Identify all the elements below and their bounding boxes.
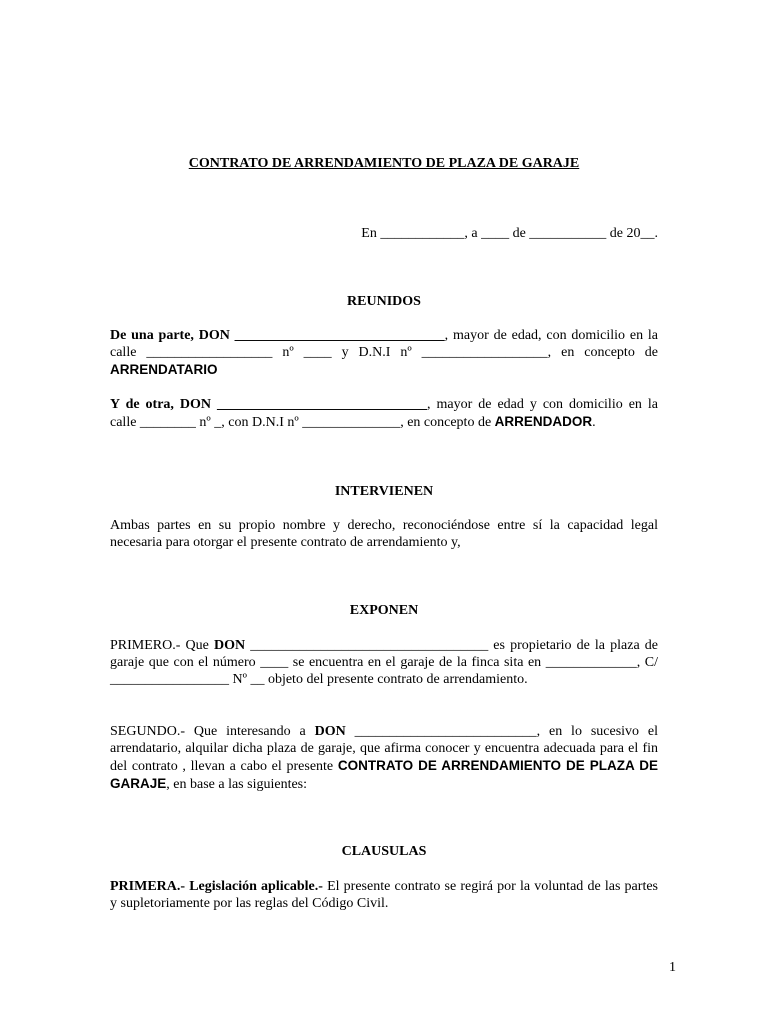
- arrendatario-lead: De una parte, DON: [110, 328, 230, 343]
- primero-text: __________________________________ es propietario de la plaza de garaje que con el número ____ se encuentra en el garaje de la finca sita en _____________, C/ _________________ Nº __ objeto del presente contrato de arrendamiento.: [110, 638, 658, 687]
- heading-intervienen: INTERVIENEN: [334, 484, 434, 499]
- arrendatario-name-blank: ______________________________: [229, 328, 445, 343]
- heading-clausulas: CLAUSULAS: [341, 844, 427, 859]
- heading-reunidos: REUNIDOS: [347, 294, 421, 309]
- paragraph-clausula-primera: [110, 878, 658, 912]
- segundo-contract-name: CONTRATO DE ARRENDAMIENTO DE PLAZA DE GARAJE: [110, 758, 658, 791]
- heading-exponen: EXPONEN: [349, 603, 419, 618]
- arrendador-name-blank: ______________________________: [211, 397, 428, 412]
- segundo-lead: SEGUNDO.- Que interesando a: [110, 724, 315, 739]
- segundo-don: DON: [314, 724, 346, 739]
- document-title: CONTRATO DE ARRENDAMIENTO DE PLAZA DE GARAJE: [188, 156, 580, 171]
- arrendatario-role: ARRENDATARIO: [110, 362, 218, 377]
- paragraph-primero: [110, 637, 658, 688]
- arrendador-role: ARRENDADOR: [494, 414, 593, 429]
- page-number: 1: [669, 960, 676, 975]
- segundo-text: __________________________, en lo sucesivo el arrendatario, alquilar dicha plaza de garaje, que afirma conocer y encuentra adecuada para el fin del contrato , llevan a cabo el presente: [110, 724, 659, 774]
- primero-don: DON: [213, 638, 246, 653]
- arrendatario-details: , mayor de edad, con domicilio en la calle __________________ nº ____ y D.N.I nº __________________, en concepto de: [110, 328, 658, 360]
- clausula-primera-text: El presente contrato se regirá por la voluntad de las partes y supletoriamente por las reglas del Código Civil.: [110, 879, 658, 911]
- paragraph-intervienen: Ambas partes en su propio nombre y derecho, reconociéndose entre sí la capacidad legal necesaria para otorgar el presente contrato de arrendamiento y,: [110, 518, 658, 550]
- paragraph-arrendatario: [110, 327, 658, 379]
- date-line: En ____________, a ____ de ___________ de 20__.: [361, 226, 658, 241]
- arrendador-lead: Y de otra, DON: [110, 397, 212, 412]
- arrendador-end: .: [592, 415, 596, 430]
- primero-lead: PRIMERO.- Que: [110, 638, 214, 653]
- segundo-end: , en base a las siguientes:: [166, 777, 308, 792]
- arrendador-details: , mayor de edad y con domicilio en la calle ________ nº _, con D.N.I nº ______________, en concepto de: [110, 397, 658, 430]
- paragraph-segundo: [110, 723, 658, 793]
- clausula-primera-lead: PRIMERA.- Legislación aplicable.-: [110, 879, 323, 894]
- paragraph-arrendador: [110, 396, 658, 431]
